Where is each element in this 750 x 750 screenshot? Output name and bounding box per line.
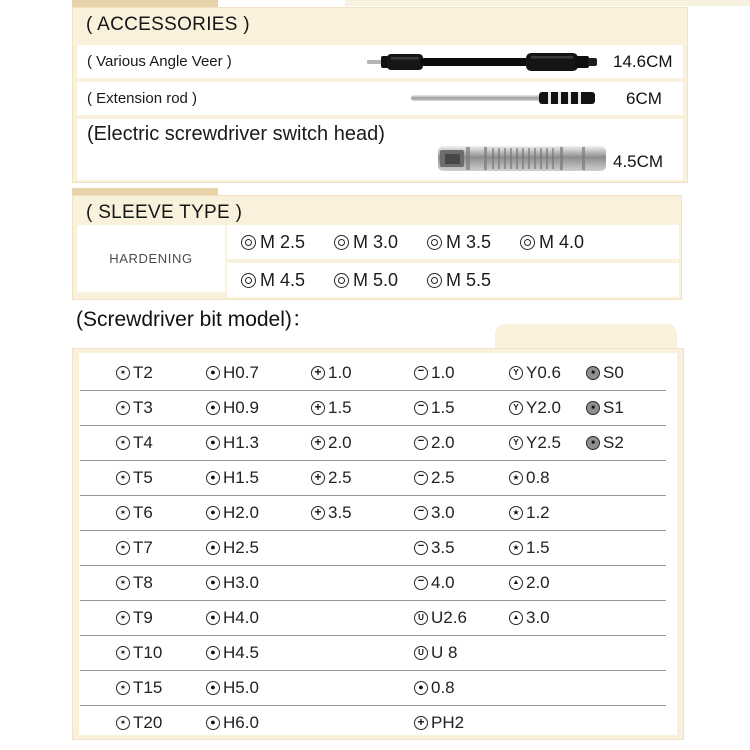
star-icon: ★ — [509, 541, 523, 555]
bit-cell: − 1.0 — [414, 356, 455, 389]
sleeve-type-panel — [72, 195, 682, 300]
bit-cell: ● H2.0 — [206, 496, 259, 529]
sleeve-size: M 4.0 — [520, 225, 584, 259]
hex-icon: ● — [206, 716, 220, 730]
square-icon: ■ — [586, 401, 600, 415]
phillips-icon: + — [311, 506, 325, 520]
nut-icon — [334, 235, 349, 250]
phillips-icon: + — [311, 471, 325, 485]
bit-cell: ● H5.0 — [206, 671, 259, 704]
bit-cell: ■ S1 — [586, 391, 624, 424]
bit-cell: + 1.0 — [311, 356, 352, 389]
flexible-shaft-image — [367, 49, 609, 75]
bit-cell: ▲ 3.0 — [509, 601, 550, 634]
torx-icon: ✶ — [116, 576, 130, 590]
bit-row — [80, 531, 666, 566]
accessories-title: ( ACCESSORIES ) — [86, 14, 250, 35]
bit-row — [80, 461, 666, 496]
hardening-label: HARDENING — [109, 251, 193, 266]
triwing-icon: Y — [509, 366, 523, 380]
bit-cell: ● H0.7 — [206, 356, 259, 389]
u-icon: U — [414, 646, 428, 660]
bit-cell: − 3.5 — [414, 531, 455, 564]
torx-icon: ✶ — [116, 366, 130, 380]
bit-row — [80, 391, 666, 426]
torx-icon: ✶ — [116, 681, 130, 695]
bit-cell: ● H4.0 — [206, 601, 259, 634]
star-icon: ★ — [509, 471, 523, 485]
bit-cell: ● H2.5 — [206, 531, 259, 564]
bit-cell: Y Y2.5 — [509, 426, 561, 459]
bit-cell: ✶ T2 — [116, 356, 153, 389]
u-icon: U — [414, 611, 428, 625]
bit-cell: ✶ T7 — [116, 531, 153, 564]
bit-row — [80, 636, 666, 671]
hex-icon: ● — [206, 576, 220, 590]
slotted-icon: − — [414, 366, 428, 380]
hex-icon: ● — [206, 646, 220, 660]
bit-cell: ✶ T15 — [116, 671, 162, 704]
bit-cell: ✶ T20 — [116, 706, 162, 739]
nut-icon — [427, 235, 442, 250]
extension-rod-image — [411, 90, 597, 106]
torx-icon: ✶ — [116, 646, 130, 660]
accessory-length: 6CM — [626, 89, 662, 108]
decor-strip-top-right — [345, 0, 750, 6]
phillips-icon: + — [311, 366, 325, 380]
bit-cell: ✶ T6 — [116, 496, 153, 529]
nut-icon — [241, 273, 256, 288]
bit-row — [80, 671, 666, 706]
hex-icon: ● — [206, 436, 220, 450]
fisheye-icon: ● — [414, 681, 428, 695]
bit-cell: Y Y2.0 — [509, 391, 561, 424]
phillips-icon: + — [414, 716, 428, 730]
hardening-cell — [77, 225, 225, 292]
torx-icon: ✶ — [116, 611, 130, 625]
triangle-icon: ▲ — [509, 611, 523, 625]
sleeve-row-2 — [227, 263, 679, 297]
sleeve-size: M 4.5 — [241, 263, 305, 297]
sleeve-size: M 5.5 — [427, 263, 491, 297]
bit-row — [80, 496, 666, 531]
decor-strip-top-left — [72, 0, 218, 7]
sleeve-type-title: ( SLEEVE TYPE ) — [86, 202, 243, 223]
hex-icon: ● — [206, 541, 220, 555]
accessories-panel — [72, 7, 688, 183]
bit-cell: U U2.6 — [414, 601, 467, 634]
accessory-length: 14.6CM — [613, 52, 673, 71]
hex-icon: ● — [206, 401, 220, 415]
bit-model-title: (Screwdriver bit model)： — [76, 308, 313, 331]
torx-icon: ✶ — [116, 401, 130, 415]
bit-cell: ● H6.0 — [206, 706, 259, 739]
torx-icon: ✶ — [116, 716, 130, 730]
slotted-icon: − — [414, 471, 428, 485]
bit-cell: ★ 1.2 — [509, 496, 550, 529]
switch-head-image — [436, 139, 608, 177]
slotted-icon: − — [414, 436, 428, 450]
bit-cell: − 1.5 — [414, 391, 455, 424]
bit-cell: ● H1.3 — [206, 426, 259, 459]
bit-cell: ✶ T4 — [116, 426, 153, 459]
triwing-icon: Y — [509, 436, 523, 450]
bit-cell: ✶ T8 — [116, 566, 153, 599]
sleeve-row-1 — [227, 225, 679, 259]
slotted-icon: − — [414, 506, 428, 520]
bit-cell: ● H1.5 — [206, 461, 259, 494]
nut-icon — [427, 273, 442, 288]
torx-icon: ✶ — [116, 541, 130, 555]
nut-icon — [241, 235, 256, 250]
phillips-icon: + — [311, 401, 325, 415]
hex-icon: ● — [206, 366, 220, 380]
bit-cell: ✶ T10 — [116, 636, 162, 669]
nut-icon — [520, 235, 535, 250]
bit-table — [79, 353, 677, 735]
torx-icon: ✶ — [116, 471, 130, 485]
bit-cell: + PH2 — [414, 706, 464, 739]
bit-cell: ■ S2 — [586, 426, 624, 459]
square-icon: ■ — [586, 366, 600, 380]
bit-row — [80, 566, 666, 601]
bit-cell: U U 8 — [414, 636, 457, 669]
torx-icon: ✶ — [116, 506, 130, 520]
decor-strip-sleeve — [72, 188, 218, 195]
slotted-icon: − — [414, 401, 428, 415]
hex-icon: ● — [206, 681, 220, 695]
accessory-label: ( Various Angle Veer ) — [87, 53, 232, 70]
sleeve-size: M 3.0 — [334, 225, 398, 259]
star-icon: ★ — [509, 506, 523, 520]
bit-cell: ★ 0.8 — [509, 461, 550, 494]
accessory-row-switch-head — [77, 119, 683, 180]
hex-icon: ● — [206, 506, 220, 520]
bit-cell: ● H0.9 — [206, 391, 259, 424]
bit-cell: ✶ T5 — [116, 461, 153, 494]
bit-cell: ● 0.8 — [414, 671, 455, 704]
nut-icon — [334, 273, 349, 288]
slotted-icon: − — [414, 576, 428, 590]
bit-cell: − 2.5 — [414, 461, 455, 494]
bit-cell: + 2.0 — [311, 426, 352, 459]
accessory-label: (Electric screwdriver switch head) — [87, 123, 385, 145]
bit-cell: + 3.5 — [311, 496, 352, 529]
square-icon: ■ — [586, 436, 600, 450]
bit-row — [80, 706, 666, 740]
sleeve-size: M 3.5 — [427, 225, 491, 259]
bit-cell: − 2.0 — [414, 426, 455, 459]
bit-cell: + 1.5 — [311, 391, 352, 424]
bit-cell: ✶ T3 — [116, 391, 153, 424]
accessory-length: 4.5CM — [613, 152, 664, 171]
hex-icon: ● — [206, 471, 220, 485]
accessory-row-flexible-shaft — [77, 45, 683, 78]
torx-icon: ✶ — [116, 436, 130, 450]
bit-cell: ✶ T9 — [116, 601, 153, 634]
phillips-icon: + — [311, 436, 325, 450]
bit-row — [80, 601, 666, 636]
bit-cell: ▲ 2.0 — [509, 566, 550, 599]
bit-cell: − 3.0 — [414, 496, 455, 529]
accessory-label: ( Extension rod ) — [87, 90, 198, 107]
bit-cell: ★ 1.5 — [509, 531, 550, 564]
bit-cell: + 2.5 — [311, 461, 352, 494]
hex-icon: ● — [206, 611, 220, 625]
bit-row — [80, 426, 666, 461]
sleeve-size: M 2.5 — [241, 225, 305, 259]
triangle-icon: ▲ — [509, 576, 523, 590]
bit-cell: ■ S0 — [586, 356, 624, 389]
sleeve-size: M 5.0 — [334, 263, 398, 297]
bit-cell: ● H3.0 — [206, 566, 259, 599]
bit-model-panel — [72, 348, 684, 740]
bit-row — [80, 356, 666, 391]
triwing-icon: Y — [509, 401, 523, 415]
bit-cell: ● H4.5 — [206, 636, 259, 669]
accessory-row-extension-rod — [77, 82, 683, 115]
bit-cell: Y Y0.6 — [509, 356, 561, 389]
bit-cell: − 4.0 — [414, 566, 455, 599]
slotted-icon: − — [414, 541, 428, 555]
